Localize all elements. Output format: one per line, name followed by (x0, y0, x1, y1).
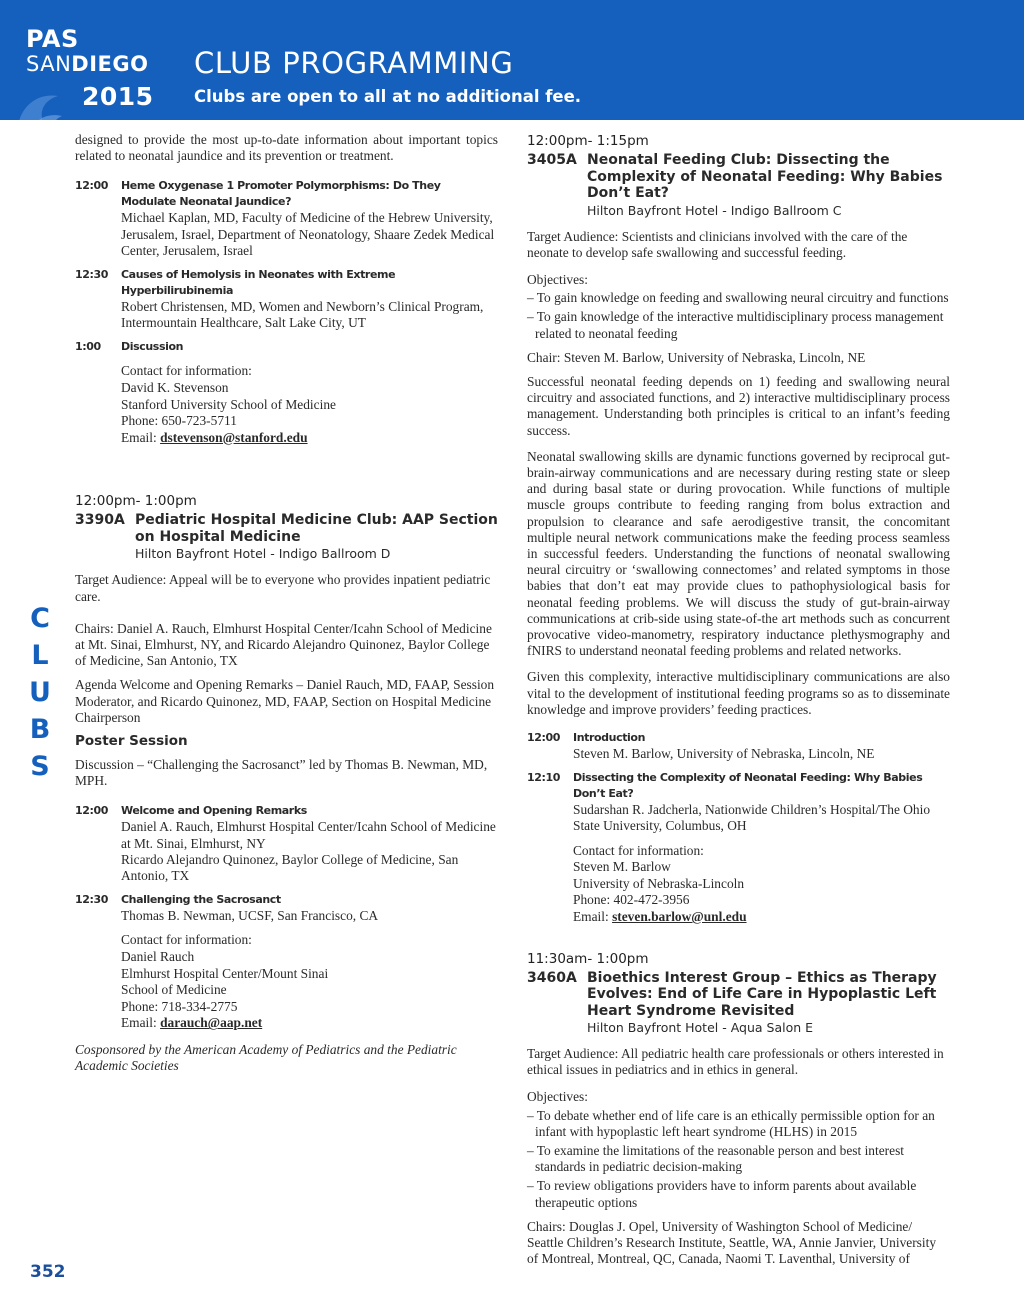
contact-block (121, 932, 498, 1032)
header-band (0, 0, 1024, 120)
session-chair: Chair: Steven M. Barlow, University of Nebraska, Lincoln, NE (527, 349, 866, 365)
objective-item: – To examine the limitations of the reasonable person and best interest standards in pediatric decision-making (527, 1143, 904, 1175)
objectives-label: Objectives: (527, 271, 588, 287)
session-chairs: Chairs: Daniel A. Rauch, Elmhurst Hospital Center/Icahn School of Medicine at Mt. Sinai, Elmhurst, NY, and Ricardo Alejandro Quinonez, Baylor College of Medicine, San Antonio, TX (75, 620, 492, 669)
session-header (527, 970, 950, 1037)
agenda-item (75, 892, 498, 924)
description-para: Successful neonatal feeding depends on 1) feeding and swallowing neural circuitry and associated functions, and 2) interactive multidisciplinary process management. Understanding both principles is critical to an infant’s feeding success. (527, 373, 950, 438)
poster-session-heading: Poster Session (75, 733, 188, 750)
page-title: CLUB PROGRAMMING (194, 46, 514, 80)
objective-item: – To review obligations providers have to inform parents about available therapeutic options (527, 1178, 917, 1210)
side-tab-letter: B (29, 714, 51, 745)
agenda-time: 1:00 (75, 340, 101, 354)
agenda-detail: Sudarshan R. Jadcherla, Nationwide Children’s Hospital/The Ohio State University, Columbus, OH (573, 802, 931, 834)
agenda-title: Heme Oxygenase 1 Promoter Polymorphisms: Do They Modulate Neonatal Jaundice? (121, 179, 441, 209)
objective-item: – To gain knowledge on feeding and swallowing neural circuitry and functions (527, 290, 949, 306)
agenda-title: Challenging the Sacrosanct (121, 893, 281, 907)
side-tab-letter: C (30, 603, 50, 634)
objective-item: – To debate whether end of life care is an ethically permissible option for an infant with hypoplastic left heart syndrome (HLHS) in 2015 (527, 1107, 935, 1139)
contact-phone: Phone: 402-472-3956 (573, 892, 690, 908)
page-subtitle: Clubs are open to all at no additional fee. (194, 87, 582, 106)
target-audience: Target Audience: Scientists and clinicians involved with the care of the neonate to develop safe swallowing and successful feeding. (527, 228, 908, 260)
session-block (527, 132, 950, 926)
agenda-item (527, 730, 950, 762)
session-title: Pediatric Hospital Medicine Club: AAP Section on Hospital Medicine (135, 512, 498, 545)
agenda-detail: Michael Kaplan, MD, Faculty of Medicine of the Hebrew University, Jerusalem, Israel, Department of Neonatology, Shaare Zedek Medical Center, Jerusalem, Israel (121, 210, 495, 258)
session-chairs: Chairs: Douglas J. Opel, University of Washington School of Medicine/ Seattle Children’s Research Institute, Seattle, WA, Annie Janvier, University of Montreal, Montreal, QC, Canada, Naomi T. Laventhal, University of (527, 1218, 937, 1267)
objectives-label: Objectives: (527, 1089, 588, 1105)
contact-block (573, 843, 950, 926)
contact-org: Elmhurst Hospital Center/Mount Sinai (121, 965, 329, 981)
agenda-detail: Steven M. Barlow, University of Nebraska, Lincoln, NE (573, 745, 875, 761)
session-title: Neonatal Feeding Club: Dissecting the Complexity of Neonatal Feeding: Why Babies Don’t Eat? (587, 152, 943, 201)
agenda-item (75, 178, 498, 259)
contact-email-line (573, 909, 950, 926)
page-number: 352 (30, 1262, 66, 1282)
contact-email-line (121, 1015, 498, 1032)
session-venue: Hilton Bayfront Hotel - Aqua Salon E (587, 1020, 814, 1036)
email-label: Email: (573, 908, 613, 924)
contact-org: Stanford University School of Medicine (121, 396, 336, 412)
agenda-title: Discussion (121, 340, 184, 354)
agenda-time: 12:00 (75, 179, 109, 193)
objectives-list (527, 1108, 950, 1211)
contact-label: Contact for information: (121, 363, 252, 379)
logo-pas: PAS (26, 25, 79, 53)
agenda-time: 12:00 (527, 730, 561, 744)
description-para: Neonatal swallowing skills are dynamic functions governed by reciprocal gut-brain-airway communications and are necessary during resting state or sleep and during basal state or during provocation. While functions of multiple muscle groups contribute to feeding ranging from bolus extraction and propulsion to clearance and safe aerodigestive transit, the concomitant multiple neural network communications make the feeding process seamless in successful feeders. Understanding the functions of neonatal swallowing neural circuitry or ‘swallowing connectomes’ and related symptoms in those babies that don’t eat may provide clues to pathophysiological basis for neonatal feeding problems. We will discuss the study of gut-brain-airway communications at crib-side using state-of-the art methods such as concurrent provocative video-manometry, respiratory inductance plethysmography and fNIRS to understand neonatal feeding problems and related networks. (527, 448, 950, 659)
left-column (75, 132, 498, 1074)
logo-city (26, 52, 186, 76)
agenda-detail: Robert Christensen, MD, Women and Newborn’s Clinical Program, Intermountain Healthcare, Salt Lake City, UT (121, 299, 484, 331)
session-id: 3405A (527, 152, 577, 168)
agenda-time: 12:30 (75, 893, 109, 907)
contact-phone: Phone: 718-334-2775 (121, 998, 238, 1014)
side-tab-letter: U (29, 677, 51, 708)
session-id: 3460A (527, 969, 577, 986)
session-title: Bioethics Interest Group – Ethics as Therapy Evolves: End of Life Care in Hypoplastic Left Heart Syndrome Revisited (587, 969, 937, 1019)
session-agenda: Agenda Welcome and Opening Remarks – Daniel Rauch, MD, FAAP, Session Moderator, and Ricardo Quinonez, MD, FAAP, Section on Hospital Medicine Chairperson (75, 677, 495, 725)
session-header (75, 512, 498, 562)
email-link[interactable]: dstevenson@stanford.edu (160, 429, 308, 445)
contact-org: School of Medicine (121, 982, 227, 998)
agenda-time: 12:10 (527, 771, 561, 785)
session-venue: Hilton Bayfront Hotel - Indigo Ballroom D (135, 546, 391, 562)
agenda-detail: Thomas B. Newman, UCSF, San Francisco, CA (121, 908, 379, 924)
agenda-detail: Daniel A. Rauch, Elmhurst Hospital Center/Icahn School of Medicine at Mt. Sinai, Elmhurst, NY (121, 819, 496, 851)
session-block (75, 492, 498, 1074)
agenda-detail: Ricardo Alejandro Quinonez, Baylor College of Medicine, San Antonio, TX (121, 851, 459, 884)
email-label: Email: (121, 1015, 161, 1031)
contact-phone: Phone: 650-723-5711 (121, 413, 237, 429)
agenda-item (75, 803, 498, 884)
contact-name: Steven M. Barlow (573, 859, 671, 875)
side-tab-letter: L (31, 640, 49, 671)
session-block (527, 950, 950, 1268)
agenda-time: 12:30 (75, 268, 109, 282)
contact-name: Daniel Rauch (121, 949, 195, 965)
session-time: 11:30am- 1:00pm (527, 950, 649, 967)
description-para: Given this complexity, interactive multidisciplinary communications are also vital to the development of institutional feeding programs so as to disseminate knowledge and improve providers’ feeding practices. (527, 669, 950, 717)
objective-item: – To gain knowledge of the interactive multidisciplinary process management related to neonatal feeding (527, 309, 944, 341)
email-link[interactable]: steven.barlow@unl.edu (612, 908, 747, 924)
contact-label: Contact for information: (573, 842, 704, 858)
cosponsor-note: Cosponsored by the American Academy of Pediatrics and the Pediatric Academic Societies (75, 1042, 457, 1074)
agenda-item (75, 339, 498, 355)
objectives-list (527, 290, 950, 342)
logo-year: 2015 (82, 82, 154, 111)
email-label: Email: (121, 429, 161, 445)
contact-name: David K. Stevenson (121, 380, 229, 396)
session-time: 12:00pm- 1:15pm (527, 133, 649, 149)
agenda-title: Dissecting the Complexity of Neonatal Feeding: Why Babies Don’t Eat? (573, 771, 923, 801)
agenda-title: Causes of Hemolysis in Neonates with Extreme Hyperbilirubinemia (121, 268, 396, 298)
side-tab-letter: S (30, 751, 50, 782)
email-link[interactable]: darauch@aap.net (160, 1015, 263, 1031)
target-audience: Target Audience: All pediatric health care professionals or others interested in ethical issues in pediatrics and in ethics in general. (527, 1046, 944, 1078)
logo-san: SAN (26, 52, 72, 76)
session-discussion: Discussion – “Challenging the Sacrosanct” led by Thomas B. Newman, MD, MPH. (75, 757, 488, 789)
contact-email-line (121, 430, 498, 447)
right-column (527, 132, 950, 1268)
logo-diego: DIEGO (71, 52, 149, 76)
session-header (527, 152, 950, 219)
target-audience: Target Audience: Appeal will be to everyone who provides inpatient pediatric care. (75, 572, 491, 604)
session-venue: Hilton Bayfront Hotel - Indigo Ballroom C (587, 202, 842, 218)
section-side-tab (28, 600, 52, 785)
pas-logo (26, 26, 186, 116)
contact-org: University of Nebraska-Lincoln (573, 875, 745, 891)
session-id: 3390A (75, 512, 125, 529)
agenda-time: 12:00 (75, 804, 109, 818)
agenda-title: Introduction (573, 730, 646, 744)
contact-block (121, 363, 498, 446)
agenda-title: Welcome and Opening Remarks (121, 804, 307, 818)
agenda-item (527, 770, 950, 834)
contact-label: Contact for information: (121, 932, 252, 948)
session-time: 12:00pm- 1:00pm (75, 493, 197, 510)
agenda-item (75, 267, 498, 331)
intro-text: designed to provide the most up-to-date information about important topics related to neonatal jaundice and its prevention or treatment. (75, 132, 498, 164)
